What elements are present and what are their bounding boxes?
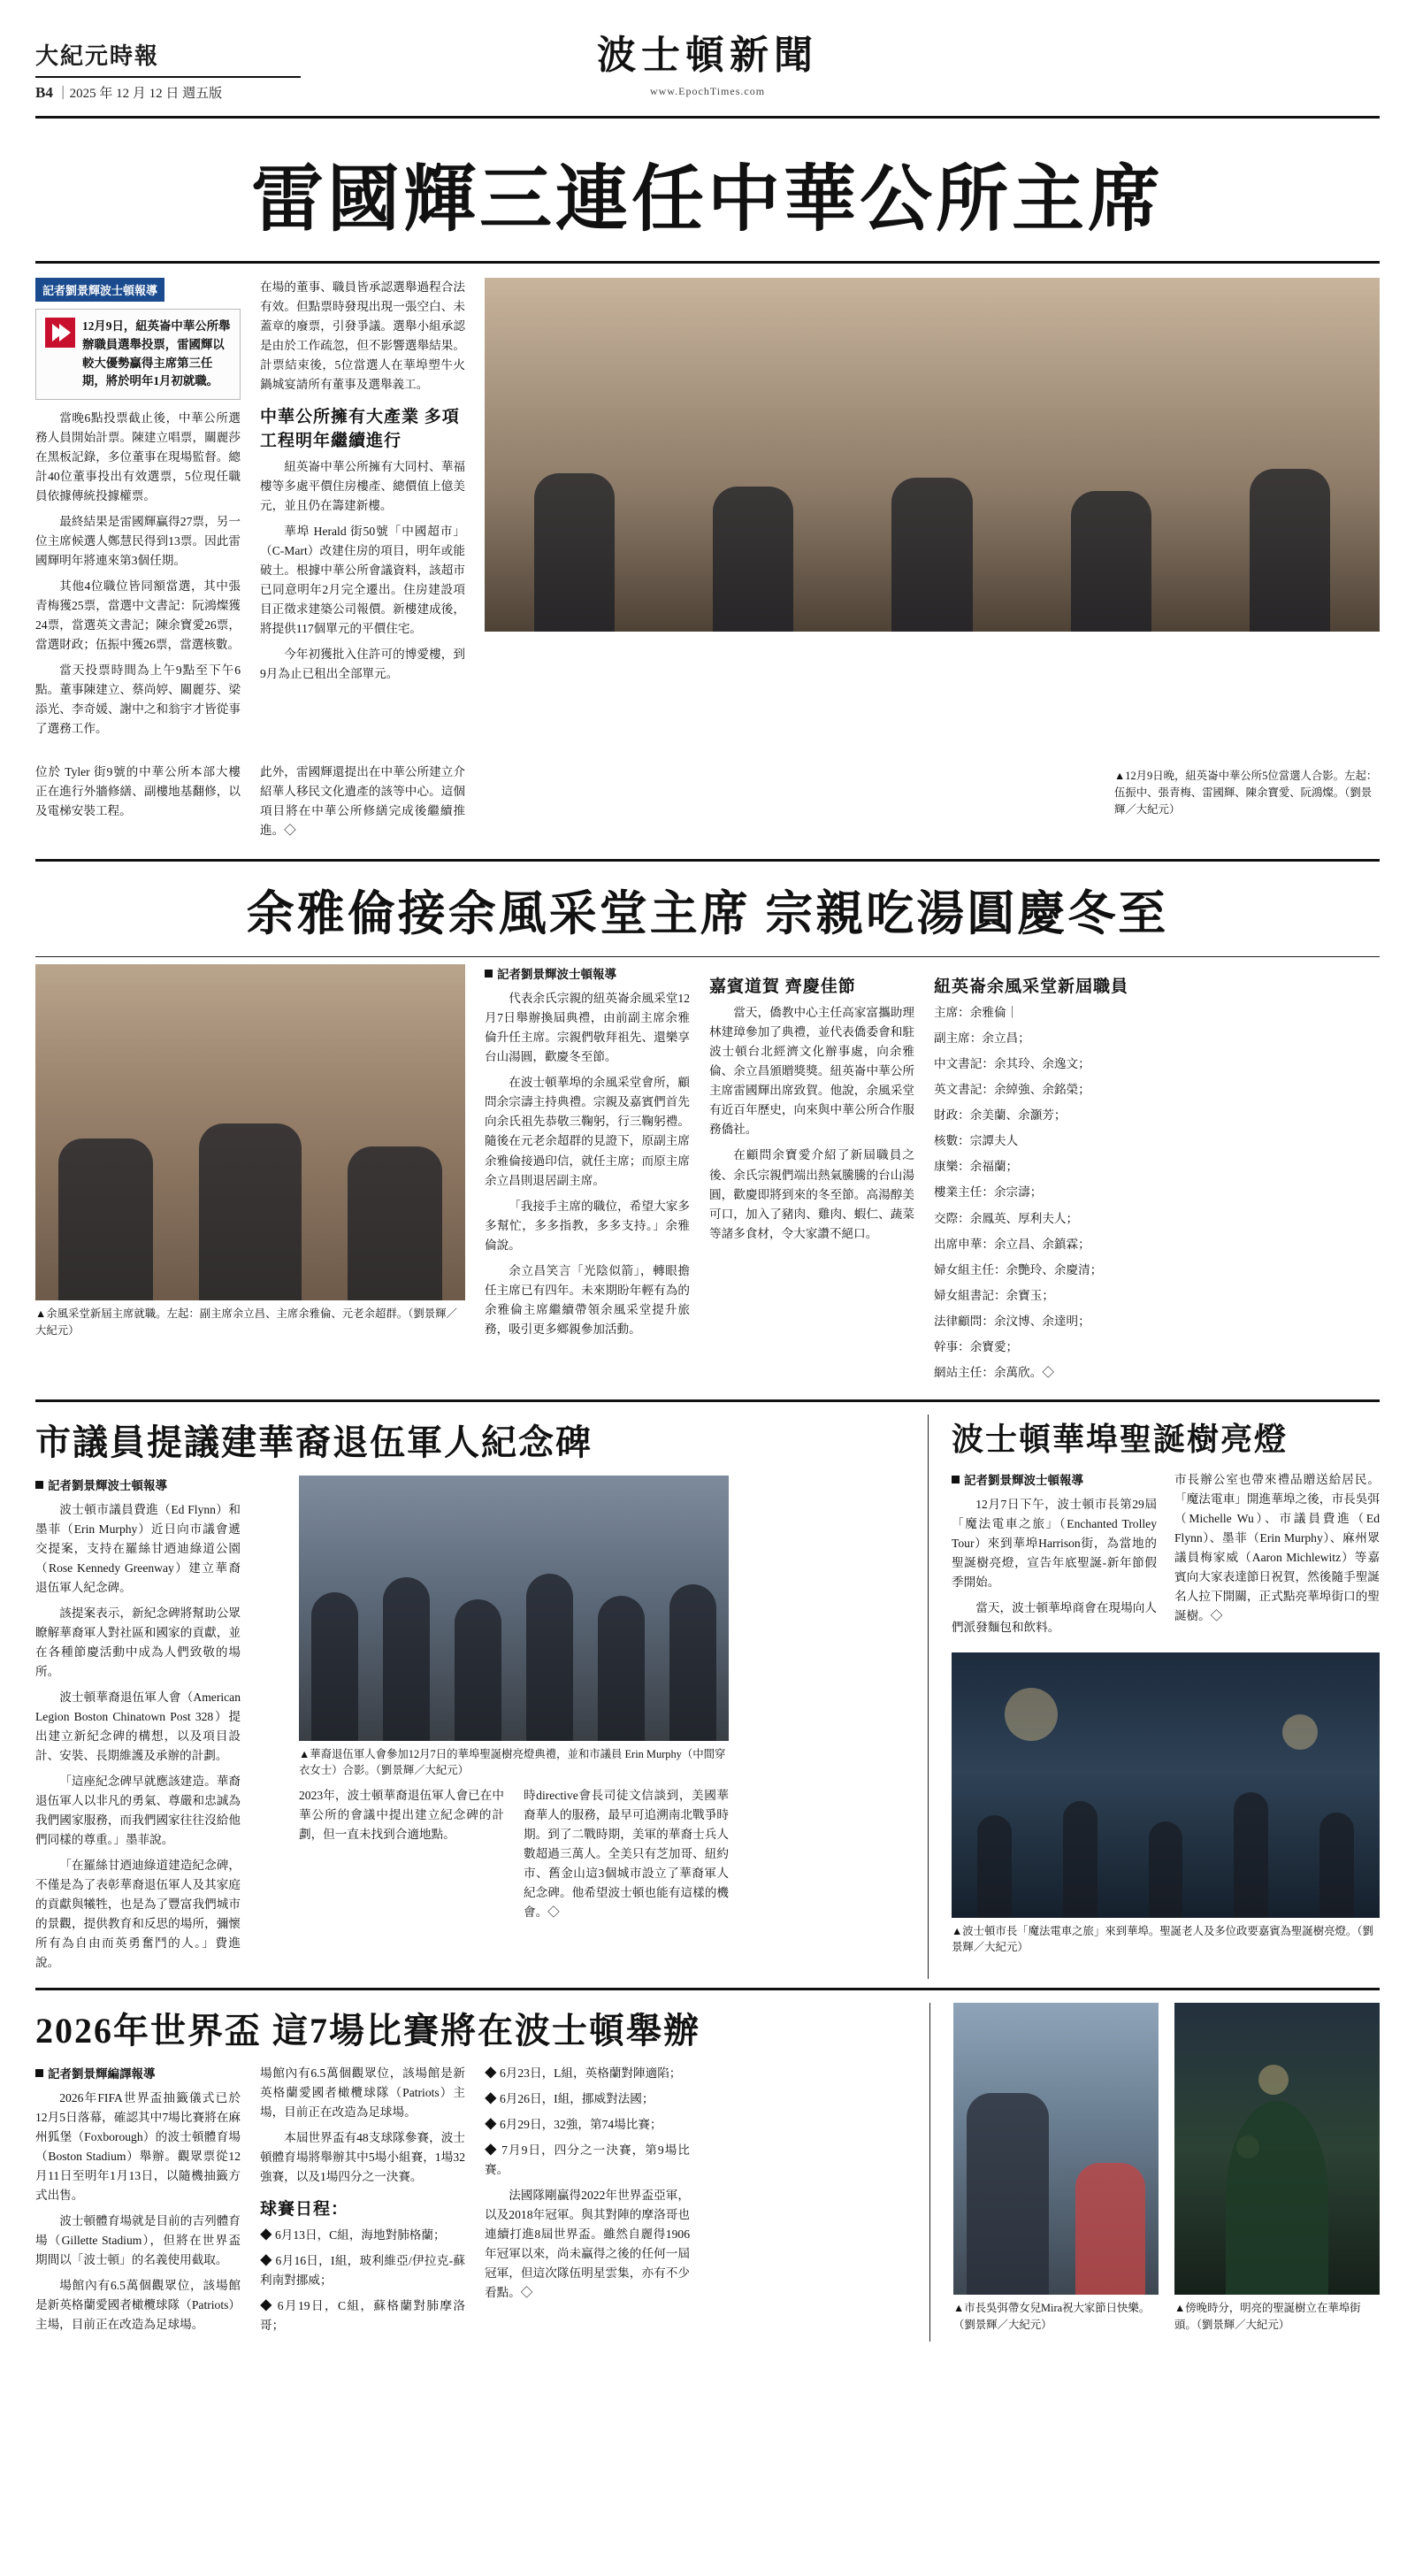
story1-p9: 位於 Tyler 街9號的中華公所本部大樓正在進行外牆修繕、副樓地基翻修，以及電梯安裝工程。: [35, 765, 241, 818]
figure: [199, 1123, 302, 1300]
roster-item: 婦女組主任：余艷玲、余慶清；: [934, 1262, 1103, 1276]
story3-col2: [299, 1786, 504, 1928]
story1-lead-text: 12月9日，紐英崙中華公所舉辦職員選舉投票，雷國輝以較大優勢贏得主席第三任期，將於明年1月初就職。: [82, 319, 231, 388]
story1-caption: ▲12月9日晚，紐英崙中華公所5位當選人合影。左起：伍振中、張青梅、雷國輝、陳余寶愛、阮鴻燦。（劉景輝／大紀元）: [1114, 770, 1378, 816]
story3-p6: 2023年，波士頓華裔退伍軍人會已在中華公所的會議中提出建立紀念碑的計劃，但一直未找到合適地點。: [299, 1788, 504, 1841]
story1-p10: 此外，雷國輝還提出在中華公所建立介紹華人移民文化遺產的該等中心。這個項目將在中華公所修繕完成後繼續推進。◇: [260, 765, 465, 838]
story5-p4: 本屆世界盃有48支球隊參賽，波士頓體育場將舉辦其中5場小組賽，1場32強賽，以及1場四分之一決賽。: [260, 2131, 465, 2184]
story3-p7: 時directive會長司徒文信談到，美國華裔華人的服務，最早可追溯南北戰爭時期。到了二戰時期，美軍的華裔士兵人數超過三萬人。全美只有芝加哥、紐約市、舊金山這3個城市設立了華裔軍人紀念碑。他希望波士頓也能有這樣的機會。◇: [524, 1788, 729, 1919]
figure: [1075, 2163, 1145, 2295]
story4-photo: [952, 1652, 1380, 1918]
story1-lower-c3: [485, 763, 690, 847]
story1-p6: 紐英崙中華公所擁有大同村、華福樓等多處平價住房樓產、總價值上億美元，並且仍在籌建新樓。: [260, 460, 465, 513]
byline-square-icon: [35, 2069, 43, 2077]
schedule-item: ◆ 6月26日，I組，挪威對法國；: [485, 2091, 654, 2105]
story1-col1: [35, 278, 241, 745]
story1-p4: 當天投票時間為上午9點至下午6點。董事陳建立、蔡尚婷、關麗芬、梁添光、李奇媛、謝中之和翁宇才皆從事了選務工作。: [35, 663, 241, 736]
publication-logo: 大紀元時報: [35, 43, 160, 69]
roster-item: 法律顧問：余汶博、余達明；: [934, 1314, 1090, 1328]
story2-p3: 「我接手主席的職位，希望大家多多幫忙，多多指教，多多支持。」余雅倫說。: [485, 1199, 690, 1252]
story3-lower-cols: [299, 1786, 729, 1928]
story1-caption-wrap: [1114, 763, 1380, 847]
divider-1: [35, 859, 1380, 862]
story3-byline-text: 記者劉景輝波士頓報導: [48, 1478, 167, 1492]
story4-headline: 波士頓華埠聖誕樹亮燈: [952, 1421, 1289, 1457]
figure: [967, 2093, 1049, 2295]
story4-caption: ▲波士頓市長「魔法電車之旅」來到華埠。聖誕老人及多位政要嘉賓為聖誕樹亮燈。（劉景輝／大紀元）: [952, 1924, 1373, 1954]
story5-p5: 法國隊剛贏得2022年世界盃亞軍，以及2018年冠軍。與其對陣的摩洛哥也連續打進8屆世界盃。雖然自麗得1906年冠軍以來，尚未贏得之後的任何一屆冠軍，但這次隊伍明星雲集，亦有不少看點。◇: [485, 2189, 690, 2300]
figure: [1250, 469, 1330, 632]
story2-p1: 代表余氏宗親的紐英崙余風采堂12月7日舉辦換屆典禮，由前副主席余雅倫升任主席。宗親們敬拜祖先、還樂享台山湯圓，歡慶冬至節。: [485, 992, 690, 1064]
story3-col1: [35, 1476, 241, 1979]
story3-cols: [35, 1476, 905, 1979]
story1-lower-c4: [709, 763, 1095, 847]
photo-figures: [953, 2075, 1159, 2295]
byline-square-icon: [35, 1481, 43, 1489]
story3-p3: 波士頓華裔退伍軍人會（American Legion Boston Chinatown Post 328）提出建立新紀念碑的構想，以及項目設計、安裝、長期維護及承辦的計劃。: [35, 1690, 241, 1762]
roster-item: 中文書記：余其玲、余逸文；: [934, 1057, 1090, 1071]
story4-cols: [952, 1470, 1380, 1644]
figure: [455, 1599, 501, 1741]
masthead: [0, 0, 1415, 107]
masthead-rule: [35, 76, 301, 78]
story3-caption: ▲華裔退伍軍人會參加12月7日的華埠聖誕樹亮燈典禮，並和市議員 Erin Murphy（中間穿衣女士）合影。（劉景輝／大紀元）: [299, 1747, 726, 1777]
story1-col2: [260, 278, 465, 745]
story2-roster: [934, 1003, 1139, 1382]
story1-lower-c1: [35, 763, 241, 847]
story2-headline: 余雅倫接余風采堂主席 宗親吃湯圓慶冬至: [246, 887, 1169, 941]
story2-byline-text: 記者劉景輝波士頓報導: [497, 968, 616, 982]
schedule-item: ◆ 6月16日，I組，玻利維亞/伊拉克-蘇利南對挪威；: [260, 2254, 465, 2288]
figure: [526, 1574, 573, 1741]
figure: [58, 1138, 153, 1301]
story5-col1: [35, 2064, 241, 2342]
roster-item: 交際：余鳳英、厚利夫人；: [934, 1211, 1079, 1225]
story1-body: [0, 264, 1415, 754]
figure: [348, 1146, 442, 1300]
story2-p6: 在顧問余寶愛介紹了新屆職員之後、余氏宗親們端出熱氣騰騰的台山湯圓，歡慶即將到來的冬至節。高湯醇美可口，加入了豬肉、雞肉、蝦仁、蔬菜等諸多食材，令大家讚不絕口。: [709, 1148, 914, 1240]
story2-subhead2: 紐英崙余風采堂新屆職員: [934, 978, 1129, 997]
roster-item: 出席申華：余立昌、余鎮霖；: [934, 1237, 1090, 1251]
story3-headline: 市議員提議建華裔退伍軍人紀念碑: [35, 1422, 593, 1462]
story2-p2: 在波士頓華埠的余風采堂會所，顧問余宗濤主持典禮。宗親及嘉賓們首先向余氏祖先恭敬三鞠躬，行三鞠躬禮。隨後在元老余超群的見證下，原副主席余雅倫接過印信，就任主席；而原主席余立昌則退居副主席。: [485, 1076, 690, 1187]
story4: [928, 1414, 1380, 1979]
story3-byline: [35, 1476, 241, 1493]
schedule-item: ◆ 6月29日，32強，第74場比賽；: [485, 2118, 662, 2131]
christmas-tree: [1226, 2101, 1328, 2295]
row-stories-3-4: [0, 1402, 1415, 1988]
story5-p3b: 場館內有6.5萬個觀眾位，該場館是新英格蘭愛國者橄欖球隊（Patriots）主場，目前正在改造為足球場。: [260, 2066, 465, 2119]
story5-schedule-title: 球賽日程：: [260, 2200, 349, 2220]
photo-figures: [1174, 2090, 1380, 2295]
story5-col2: [260, 2064, 465, 2342]
story5-p3: 場館內有6.5萬個觀眾位，該場館是新英格蘭愛國者橄欖球隊（Patriots）主場，目前正在改造為足球場。: [35, 2279, 241, 2332]
story2-caption: ▲余風采堂新屆主席就職。左起：副主席余立昌、主席余雅倫、元老余超群。（劉景輝／大紀元）: [35, 1307, 457, 1337]
figure: [311, 1592, 358, 1741]
schedule-item: ◆ 6月19日，C組，蘇格蘭對肺摩洛哥；: [260, 2299, 465, 2333]
roster-item: 主席：余雅倫｜: [934, 1006, 1019, 1020]
story4-byline-text: 記者劉景輝波士頓報導: [964, 1473, 1083, 1487]
figure: [1063, 1801, 1098, 1918]
roster-item: 康樂：余福蘭；: [934, 1160, 1019, 1174]
story4-p2: 當天，波士頓華埠商會在現場向人們派發麵包和飲料。: [952, 1600, 1157, 1634]
story1-byline: 記者劉景輝波士頓報導: [35, 278, 164, 302]
story3-p4: 「這座紀念碑早就應該建造。華裔退伍軍人以非凡的勇氣、尊嚴和忠誠為我們國家服務，而我們國家往往沒給他們同樣的尊重。」墨菲說。: [35, 1774, 241, 1846]
story1-headline: 雷國輝三連任中華公所主席: [250, 159, 1164, 240]
schedule-item: ◆ 6月23日，L組，英格蘭對陣適陷；: [485, 2066, 682, 2080]
story5-photo-right: [1174, 2003, 1380, 2295]
story5-photo-right-wrap: [1174, 2003, 1380, 2342]
gutter: [260, 1476, 279, 1979]
story5-cols: [35, 2064, 906, 2342]
story5-photos: [929, 2003, 1380, 2342]
byline-square-icon: [485, 970, 493, 978]
story4-p1: 12月7日下午，波士頓市長第29屆「魔法電車之旅」（Enchanted Trolley Tour）來到華埠Harrison街，為當地的聖誕樹亮燈，宣告年底聖誕-新年節假季開始。: [952, 1497, 1157, 1589]
figure: [534, 473, 615, 632]
website-url: www.EpochTimes.com: [649, 85, 766, 97]
story4-col1: [952, 1470, 1157, 1644]
masthead-divider: [35, 116, 1380, 119]
date-text: ｜2025 年 12 月 12 日 週五版: [56, 87, 223, 101]
story2-body: [0, 957, 1415, 1399]
roster-item: 婦女組書記：余寶玉；: [934, 1288, 1054, 1302]
roster-item: 英文書記：余綽強、余銘榮；: [934, 1083, 1090, 1097]
figure: [383, 1577, 430, 1741]
story5-photo-left-wrap: [953, 2003, 1159, 2342]
story1-p7: 華埠 Herald 街50號「中國超市」（C-Mart）改建住房的項目，明年或能破土。根據中華公所會議資料，該超市已同意明年2月完全遷出。住房建設項目正徵求建築公司報價。新樓建成後，將提供117個單元的平價住宅。: [260, 525, 465, 636]
roster-item: 幹事：余寶愛；: [934, 1339, 1019, 1353]
figure: [1149, 1821, 1183, 1918]
story5: [35, 2003, 906, 2342]
story2-photo: [35, 964, 465, 1300]
story2-col2: [709, 964, 914, 1388]
roster-item: 財政：余美蘭、余灝芳；: [934, 1108, 1067, 1123]
story3-p5: 「在羅絲甘迺迪綠道建造紀念碑，不僅是為了表彰華裔退伍軍人及其家庭的貢獻與犧牲，也是為了豐富我們城市的景觀，提供教育和反思的場所，彌懷所有為自由而英勇奮鬥的人。」費進說。: [35, 1858, 241, 1969]
story1-p8: 今年初獲批入住許可的博愛樓，到9月為止已租出全部單元。: [260, 648, 465, 681]
figure: [1234, 1792, 1268, 1918]
story4-col2: [1174, 1470, 1380, 1644]
story5-byline: [35, 2064, 241, 2082]
story2-byline: [485, 964, 690, 982]
story4-p3: 市長辦公室也帶來禮品贈送給居民。「魔法電車」開進華埠之後，市長吳弭（Michelle Wu）、市議員費進（Ed Flynn）、墨菲（Erin Murphy）、麻州眾議員梅家威（Aaron Michlewitz）等嘉賓向大家表達節日祝賀，然後隨手聖誕名人拉下開關，正式點亮華埠街口的聖誕樹。◇: [1174, 1472, 1380, 1622]
story5-headline: 2026年世界盃 這7場比賽將在波士頓舉辦: [35, 2010, 700, 2051]
figure: [1071, 491, 1151, 632]
section-title: 波士頓新聞: [597, 34, 818, 77]
roster-item: 樓業主任：余宗濤；: [934, 1185, 1043, 1200]
figure: [891, 478, 972, 632]
story1-p1: 當晚6點投票截止後，中華公所選務人員開始計票。陳建立唱票，關麗莎在黑板記錄，多位董事在現場監督。總計40位董事投出有效選票，5位現任職員依據傳統投據權票。: [35, 411, 241, 503]
story2-col1: [485, 964, 690, 1388]
page-code: B4: [35, 84, 53, 101]
photo-figures: [299, 1555, 729, 1741]
story5-p1: 2026年FIFA世界盃抽籤儀式已於12月5日落幕，確認其中7場比賽將在麻州狐堡（Foxborough）的波士頓體育場（Boston Stadium）舉辦。觀眾票從12月11日至明年1月13日，以隨機抽籤方式出售。: [35, 2090, 241, 2203]
story1-lower-c2: [260, 763, 465, 847]
figure: [598, 1596, 645, 1741]
lead-arrow-icon: [45, 318, 75, 348]
story3-photo: [299, 1476, 729, 1741]
story3-p1: 波士頓市議員費進（Ed Flynn）和墨菲（Erin Murphy）近日向市議會遞交提案，支持在羅絲甘迺迪綠道公園（Rose Kennedy Greenway）建立華裔退伍軍人紀念碑。: [35, 1502, 241, 1594]
figure: [669, 1584, 716, 1740]
photo-figures: [35, 1092, 465, 1301]
story5-photo-left: [953, 2003, 1159, 2295]
schedule-item: ◆ 6月13日，C組，海地對肺格蘭；: [260, 2228, 446, 2242]
masthead-center: [327, 23, 1088, 102]
story1-p2: 最終結果是雷國輝贏得27票，另一位主席候選人鄭慧民得到13票。因此雷國輝明年將連來第3個任期。: [35, 515, 241, 568]
photo-figures: [485, 412, 1380, 632]
story3: [35, 1414, 905, 1979]
light-glow: [1005, 1688, 1058, 1741]
roster-item: 網站主任：余萬欣。◇: [934, 1365, 1054, 1379]
story1-lower: [0, 763, 1415, 847]
byline-square-icon: [952, 1476, 960, 1484]
story1-p3: 其他4位職位皆同額當選，其中張青梅獲25票，當選中文書記：阮鴻燦獲24票，當選英文書記；陳余寶愛26票，當選財政；伍振中獲26票，當選核數。: [35, 579, 241, 652]
page-dateline: [35, 83, 327, 102]
story3-photo-col: [299, 1476, 729, 1979]
light-glow: [1282, 1714, 1318, 1750]
figure: [713, 487, 793, 632]
story4-photo-wrap: [952, 1652, 1380, 1956]
story5-col3: [485, 2064, 690, 2342]
story1-subhead: 中華公所擁有大產業 多項工程明年繼續進行: [260, 408, 460, 451]
story5-byline-text: 記者劉景輝編譯報導: [48, 2066, 156, 2081]
story1-photo-col: [485, 278, 1380, 745]
roster-item: 副主席：余立昌；: [934, 1031, 1030, 1046]
row-story-5: [0, 1990, 1415, 2368]
roster-item: 核數：宗譚夫人: [934, 1134, 1019, 1148]
story1-lower-row: [35, 763, 1380, 847]
schedule-item: ◆ 7月9日，四分之一決賽，第9場比賽。: [485, 2143, 690, 2177]
story5-caption-left: ▲市長吳弭帶女兒Mira祝大家節日快樂。（劉景輝／大紀元）: [953, 2301, 1151, 2331]
story2-col3: [934, 964, 1139, 1388]
figure: [977, 1815, 1012, 1918]
story2-photo-col: [35, 964, 465, 1388]
story3-col3: [524, 1786, 729, 1928]
story2-p4: 余立昌笑言「光陰似箭」，轉眼擔任主席已有四年。未來期盼年輕有為的余雅倫主席繼續帶領余風采堂提升旅務，吸引更多鄉親參加活動。: [485, 1263, 690, 1336]
story3-p2: 該提案表示，新紀念碑將幫助公眾瞭解華裔軍人對社區和國家的貢獻，並在各種節慶活動中成為人們致敬的場所。: [35, 1606, 241, 1678]
figure: [1319, 1813, 1354, 1918]
photo-figures: [952, 1772, 1380, 1918]
story4-byline: [952, 1470, 1157, 1488]
story1-photo: [485, 278, 1380, 632]
story1-p5: 在場的董事、職員皆承認選舉過程合法有效。但點票時發現出現一張空白、未蓋章的廢票，引發爭議。選舉小組承認是由於工作疏忽，但不影響選舉結果。計票結束後，5位當選人在華埠塑牛火鍋城宴請所有董事及選舉義工。: [260, 280, 465, 392]
story5-p2: 波士頓體育場就是目前的吉列體育場（Gillette Stadium），但將在世界盃期間以「波士頓」的名義使用截取。: [35, 2214, 241, 2267]
story5-caption-right: ▲傍晚時分，明亮的聖誕樹立在華埠街頭。（劉景輝／大紀元）: [1174, 2301, 1361, 2331]
story2-p5: 當天，僑教中心主任高家富攜助理林建璋參加了典禮，並代表僑委會和駐波士頓台北經濟文化辦事處，向余雅倫、余立昌頒贈獎獎。紐英崙中華公所主席雷國輝出席致賀。他說，余風采堂有近百年歷史，向來與中華公所合作服務僑社。: [709, 1006, 914, 1137]
masthead-left: [35, 38, 327, 102]
story1-lead-box: [35, 309, 241, 400]
story2-subhead1: 嘉賓道賀 齊慶佳節: [709, 978, 856, 997]
